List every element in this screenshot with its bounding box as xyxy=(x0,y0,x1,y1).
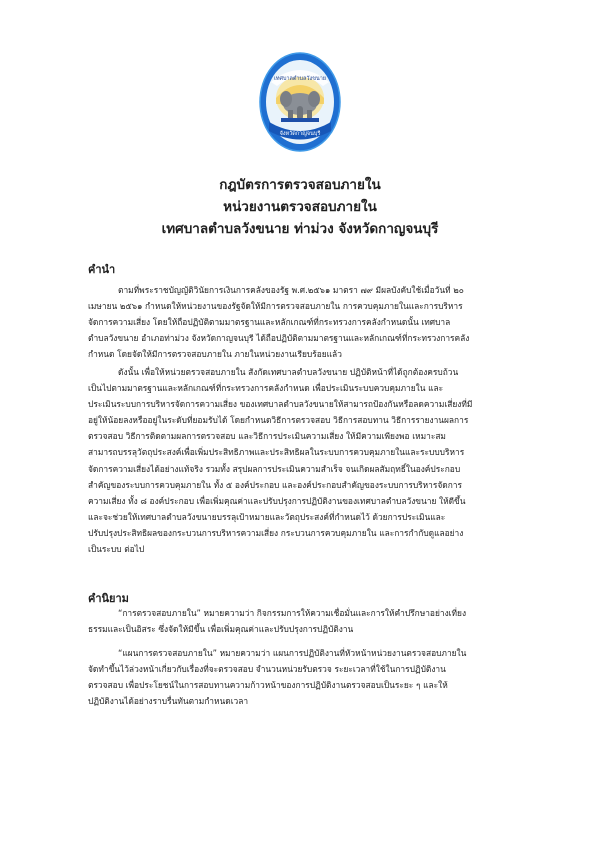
intro-paragraph-2 xyxy=(88,364,524,557)
title-line-2: หน่วยงานตรวจสอบภายใน xyxy=(223,199,377,215)
seal-bottom-text: จังหวัดกาญจนบุรี xyxy=(279,131,321,137)
text-line: ประเมินระบบการบริหารจัดการความเสี่ยง ของเทศบาลตำบลวังขนายให้สามารถป้องกันหรือลดความเสี่ยงที่มี xyxy=(88,399,473,410)
title-line-3: เทศบาลตำบลวังขนาย ท่าม่วง จังหวัดกาญจนบุรี xyxy=(161,221,439,237)
text-line: ธรรมและเป็นอิสระ ซึ่งจัดให้มีขึ้น เพื่อเพิ่มคุณค่าและปรับปรุงการปฏิบัติงาน xyxy=(88,624,354,635)
text-line: ปฏิบัติงานได้อย่างราบรื่นทันตามกำหนดเวลา xyxy=(88,696,249,707)
intro-heading: คำนำ xyxy=(88,263,116,276)
text-line: และจะช่วยให้เทศบาลตำบลวังขนายบรรลุเป้าหมายและวัตถุประสงค์ที่กำหนดไว้ ด้วยการประเมินและ xyxy=(88,511,446,522)
definitions-heading: คำนิยาม xyxy=(88,592,129,605)
text-line: ความเสี่ยง ทั้ง ๘ องค์ประกอบ เพื่อเพิ่มคุณค่าและปรับปรุงการปฏิบัติงานของเทศบาลตำบลวังขนาย ให้ดีขึ้น xyxy=(88,495,466,506)
text-line: ตรวจสอบ วิธีการติดตามผลการตรวจสอบ และวิธีการประเมินความเสี่ยง ให้มีความเพียงพอ เหมาะสม xyxy=(88,431,446,442)
text-line: ดังนั้น เพื่อให้หน่วยตรวจสอบภายใน สังกัดเทศบาลตำบลวังขนาย ปฏิบัติหน้าที่ได้ถูกต้องครบถ้วน xyxy=(118,367,459,377)
intro-paragraph-1 xyxy=(88,282,524,362)
text-line: “แผนการตรวจสอบภายใน” หมายความว่า แผนการปฏิบัติงานที่หัวหน้าหน่วยงานตรวจสอบภายใน xyxy=(118,648,467,658)
text-line: เมษายน ๒๕๖๑ กำหนดให้หน่วยงานของรัฐจัดให้มีการตรวจสอบภายใน การควบคุมภายในและการบริหาร xyxy=(88,301,463,312)
text-line: เป็นระบบ ต่อไป xyxy=(88,544,145,555)
text-line: อยู่ให้น้อยลงหรืออยู่ในระดับที่ยอมรับได้ โดยกำหนดวิธีการตรวจสอบ วิธีการสอบทาน วิธีการรายงานผลการ xyxy=(88,415,469,426)
text-line: ตามที่พระราชบัญญัติวินัยการเงินการคลังของรัฐ พ.ศ.๒๕๖๑ มาตรา ๗๙ มีผลบังคับใช้เมื่อวันที่ ๒๐ xyxy=(118,285,464,295)
text-line: “การตรวจสอบภายใน” หมายความว่า กิจกรรมการให้ความเชื่อมั่นและการให้คำปรึกษาอย่างเที่ยง xyxy=(118,608,467,618)
text-line: เป็นไปตามมาตรฐานและหลักเกณฑ์ที่กระทรวงการคลังกำหนด เพื่อประเมินระบบควบคุมภายใน และ xyxy=(88,383,444,394)
definition-internal-audit xyxy=(88,605,524,637)
text-line: ปรับปรุงประสิทธิผลของกระบวนการบริหารความเสี่ยง กระบวนการควบคุมภายใน และการกำกับดูแลอย่าง xyxy=(88,527,464,538)
definition-audit-plan xyxy=(88,645,524,709)
municipality-seal xyxy=(259,52,341,152)
text-line: ตรวจสอบ เพื่อประโยชน์ในการสอบทานความก้าวหน้าของการปฏิบัติงานตรวจสอบเป็นระยะ ๆ และให้ xyxy=(88,680,448,691)
text-line: สำคัญของระบบการควบคุมภายใน ทั้ง ๕ องค์ประกอบ และองค์ประกอบสำคัญของระบบการบริหารจัดการ xyxy=(88,479,462,490)
text-line: จัดการความเสี่ยงได้อย่างแท้จริง รวมทั้ง สรุปผลการประเมินความสำเร็จ จนเกิดผลสัมฤทธิ์ในองค์ประกอบ xyxy=(88,463,461,474)
text-line: กำหนด โดยจัดให้มีการตรวจสอบภายใน ภายในหน่วยงานเรียบร้อยแล้ว xyxy=(88,349,342,360)
seal-top-text: เทศบาลตำบลวังขนาย xyxy=(273,76,327,82)
text-line: จัดการความเสี่ยง โดยให้ถือปฏิบัติตามมาตรฐานและหลักเกณฑ์ที่กระทรวงการคลังกำหนดนั้น เทศบาล xyxy=(88,317,451,328)
text-line: ตำบลวังขนาย อำเภอท่าม่วง จังหวัดกาญจนบุรี ได้ถือปฏิบัติตามมาตรฐานและหลักเกณฑ์ที่กระทรวงการคลัง xyxy=(88,333,470,344)
title-line-1: กฎบัตรการตรวจสอบภายใน xyxy=(219,177,381,193)
text-line: จัดทำขึ้นไว้ล่วงหน้าเกี่ยวกับเรื่องที่จะตรวจสอบ จำนวนหน่วยรับตรวจ ระยะเวลาที่ใช้ในการปฏิบัติงาน xyxy=(88,664,446,675)
text-line: สามารถบรรลุวัตถุประสงค์เพื่อเพิ่มประสิทธิภาพและประสิทธิผลในระบบการควบคุมภายในและระบบบริหาร xyxy=(88,447,465,458)
